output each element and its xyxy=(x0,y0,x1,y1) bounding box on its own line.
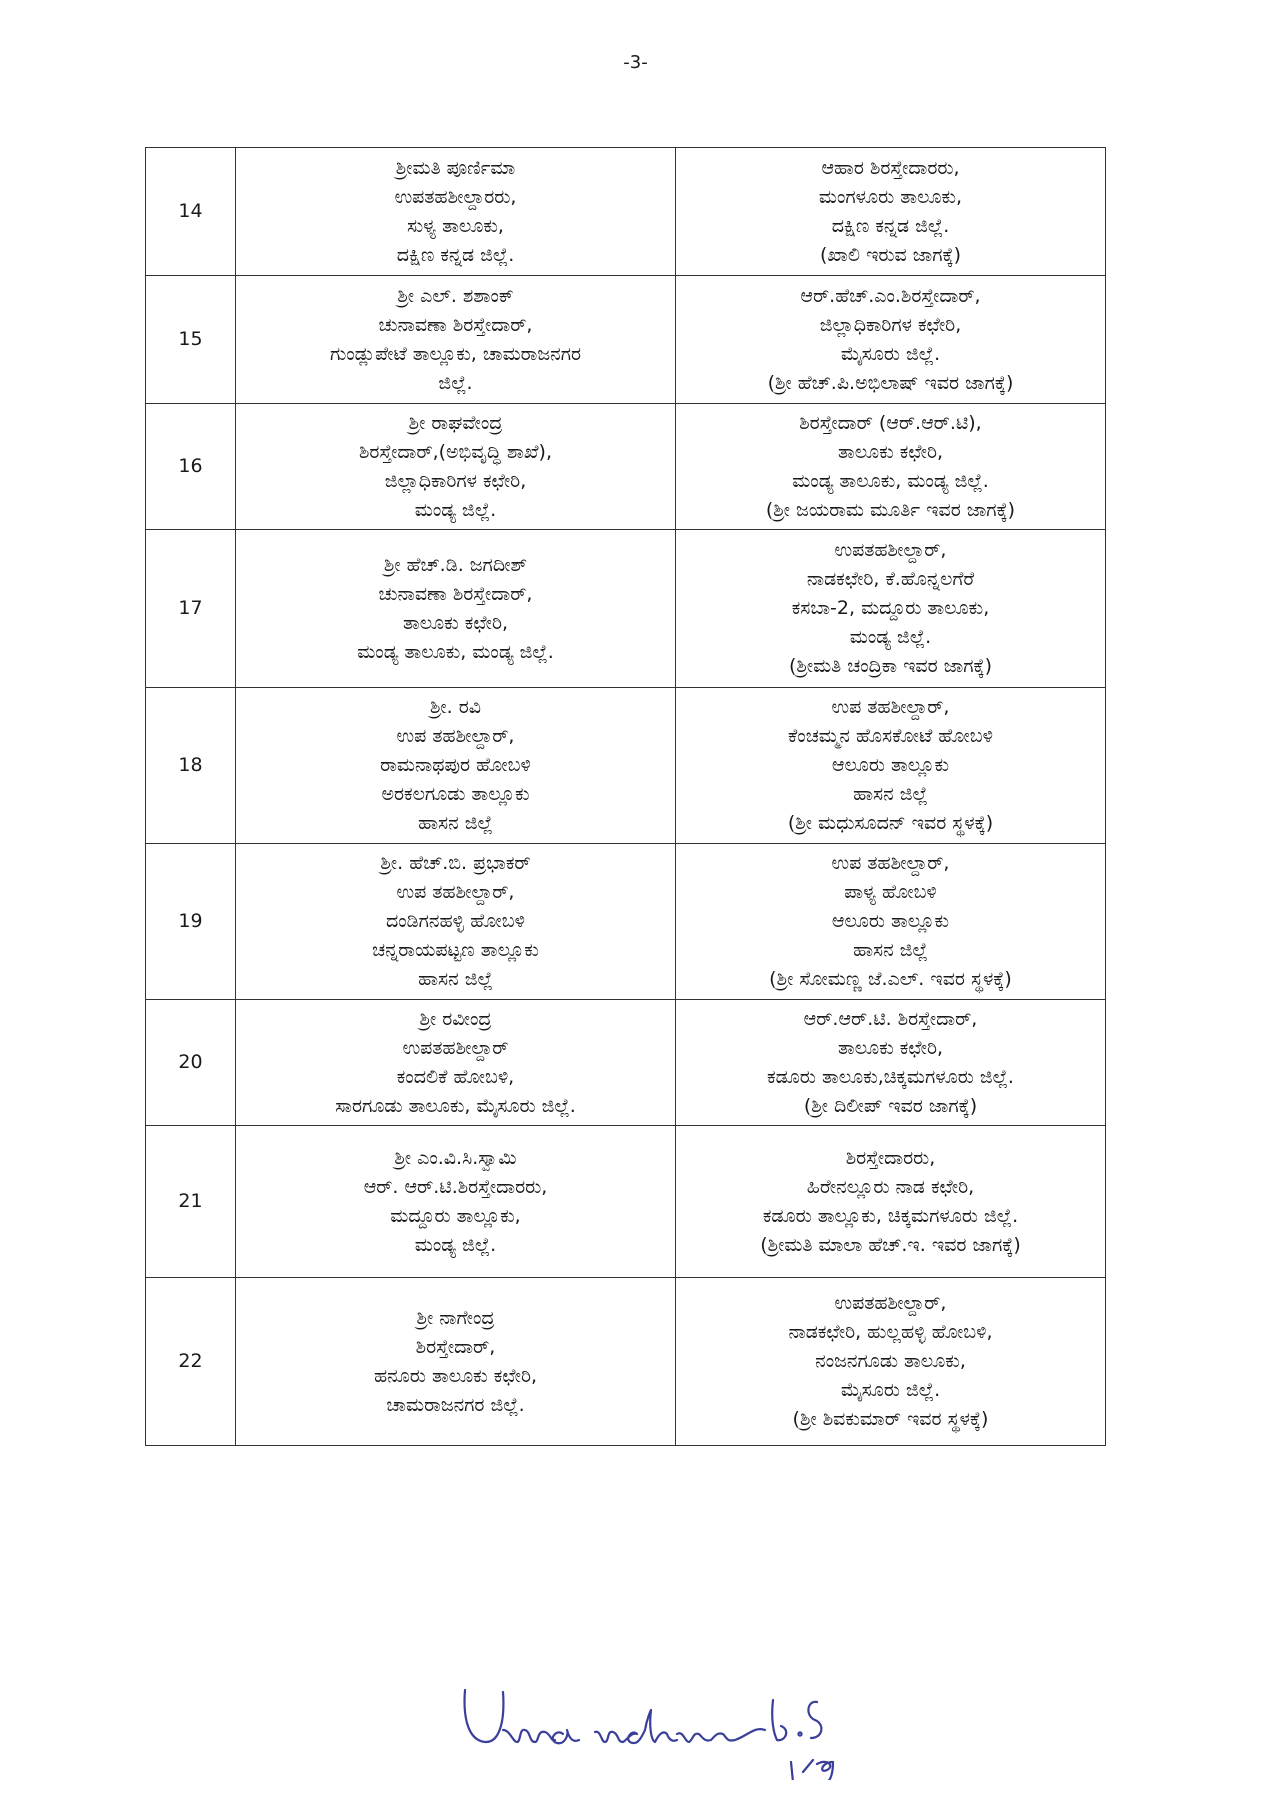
new-posting-cell xyxy=(676,530,1106,688)
new-posting-line: ತಾಲೂಕು ಕಛೇರಿ, xyxy=(837,440,944,463)
table-row xyxy=(146,148,1106,276)
table-row xyxy=(146,404,1106,530)
current-posting-cell xyxy=(236,148,676,276)
serial-number-cell: 18 xyxy=(146,688,236,844)
current-posting-line: ಮಂಡ್ಯ ಜಿಲ್ಲೆ. xyxy=(414,1233,497,1256)
current-posting-line: ದಂಡಿಗನಹಳ್ಳಿ ಹೋಬಳಿ xyxy=(385,910,525,932)
new-posting-line: ಶಿರಸ್ತೇದಾರ್ (ಆರ್.ಆರ್.ಟಿ), xyxy=(799,411,982,434)
current-posting-line: ಚನ್ನರಾಯಪಟ್ಟಣ ತಾಲ್ಲೂಕು xyxy=(372,939,539,961)
current-posting-cell xyxy=(236,1126,676,1278)
current-posting-line: ಮಂಡ್ಯ ಜಿಲ್ಲೆ. xyxy=(414,498,497,521)
new-posting-line: ಆರ್.ಆರ್.ಟಿ. ಶಿರಸ್ತೇದಾರ್, xyxy=(803,1007,978,1030)
current-posting-cell xyxy=(236,688,676,844)
new-posting-line: ಮಂಗಳೂರು ತಾಲೂಕು, xyxy=(818,185,963,208)
new-posting-line: ಆಹಾರ ಶಿರಸ್ತೇದಾರರು, xyxy=(821,156,960,179)
new-posting-line: ನಂಜನಗೂಡು ತಾಲೂಕು, xyxy=(815,1350,966,1372)
current-posting-line: ಕಂದಲಿಕೆ ಹೋಬಳಿ, xyxy=(396,1065,515,1088)
current-posting-line: ಜಿಲ್ಲಾಧಿಕಾರಿಗಳ ಕಛೇರಿ, xyxy=(384,469,527,492)
new-posting-line: ದಕ್ಷಿಣ ಕನ್ನಡ ಜಿಲ್ಲೆ. xyxy=(831,214,950,237)
new-posting-line: ನಾಡಕಛೇರಿ, ಕೆ.ಹೊನ್ನಲಗೆರೆ xyxy=(806,568,975,590)
serial-number-cell: 21 xyxy=(146,1126,236,1278)
new-posting-line: ಉಪ ತಹಶೀಲ್ದಾರ್, xyxy=(831,696,950,718)
current-posting-line: ಚುನಾವಣಾ ಶಿರಸ್ತೇದಾರ್, xyxy=(378,582,533,605)
new-posting-line: ಆರ್.ಹೆಚ್.ಎಂ.ಶಿರಸ್ತೇದಾರ್, xyxy=(800,284,981,307)
current-posting-line: ಶಿರಸ್ತೇದಾರ್, xyxy=(415,1335,496,1358)
new-posting-cell xyxy=(676,844,1106,1000)
new-posting-line: (ಶ್ರೀ ಸೋಮಣ್ಣ ಜೆ.ಎಲ್. ಇವರ ಸ್ಥಳಕ್ಕೆ) xyxy=(769,968,1012,990)
serial-number-cell: 22 xyxy=(146,1278,236,1446)
new-posting-line: ಕಡೂರು ತಾಲ್ಲೂಕು, ಚಿಕ್ಕಮಗಳೂರು ಜಿಲ್ಲೆ. xyxy=(762,1204,1019,1227)
new-posting-line: ಆಲೂರು ತಾಲ್ಲೂಕು xyxy=(831,754,950,776)
current-posting-line: ಸಾರಗೂಡು ತಾಲೂಕು, ಮೈಸೂರು ಜಿಲ್ಲೆ. xyxy=(335,1094,576,1117)
new-posting-cell xyxy=(676,1000,1106,1126)
new-posting-line: (ಶ್ರೀ ಜಯರಾಮ ಮೂರ್ತಿ ಇವರ ಜಾಗಕ್ಕೆ) xyxy=(765,498,1016,521)
new-posting-line: (ಶ್ರೀಮತಿ ಮಾಲಾ ಹೆಚ್.ಇ. ಇವರ ಜಾಗಕ್ಕೆ) xyxy=(760,1233,1021,1256)
current-posting-line: ಗುಂಡ್ಲುಪೇಟೆ ತಾಲ್ಲೂಕು, ಚಾಮರಾಜನಗರ xyxy=(329,342,582,365)
serial-number-cell: 14 xyxy=(146,148,236,276)
new-posting-line: ಕಸಬಾ-2, ಮದ್ದೂರು ತಾಲೂಕು, xyxy=(791,597,990,619)
table-row xyxy=(146,688,1106,844)
current-posting-line: ಸುಳ್ಯ ತಾಲೂಕು, xyxy=(407,214,504,237)
new-posting-line: ಹಾಸನ ಜಿಲ್ಲೆ xyxy=(853,783,928,805)
current-posting-line: ಉಪತಹಶೀಲ್ದಾರರು, xyxy=(394,185,517,208)
new-posting-line: ಕಡೂರು ತಾಲೂಕು,ಚಿಕ್ಕಮಗಳೂರು ಜಿಲ್ಲೆ. xyxy=(767,1065,1014,1088)
current-posting-cell xyxy=(236,1000,676,1126)
current-posting-line: ರಾಮನಾಥಪುರ ಹೋಬಳಿ xyxy=(380,754,531,776)
new-posting-cell xyxy=(676,276,1106,404)
current-posting-line: ಉಪತಹಶೀಲ್ದಾರ್ xyxy=(402,1036,509,1059)
current-posting-line: ಚುನಾವಣಾ ಶಿರಸ್ತೇದಾರ್, xyxy=(378,313,533,336)
new-posting-line: ತಾಲೂಕು ಕಛೇರಿ, xyxy=(837,1036,944,1059)
new-posting-line: ಉಪತಹಶೀಲ್ದಾರ್, xyxy=(834,539,947,561)
table-row xyxy=(146,1000,1106,1126)
table-row xyxy=(146,1126,1106,1278)
current-posting-cell xyxy=(236,1278,676,1446)
new-posting-cell xyxy=(676,1126,1106,1278)
serial-number-cell: 19 xyxy=(146,844,236,1000)
new-posting-cell xyxy=(676,148,1106,276)
current-posting-cell xyxy=(236,844,676,1000)
new-posting-line: ಪಾಳ್ಯ ಹೋಬಳಿ xyxy=(844,881,937,903)
current-posting-line: ಶ್ರೀ ರವೀಂದ್ರ xyxy=(419,1007,492,1030)
current-posting-line: ಶ್ರೀ ನಾಗೇಂದ್ರ xyxy=(416,1306,495,1329)
new-posting-line: (ಶ್ರೀ ಮಧುಸೂದನ್ ಇವರ ಸ್ಥಳಕ್ಕೆ) xyxy=(787,812,994,834)
serial-number-cell: 15 xyxy=(146,276,236,404)
table-row xyxy=(146,530,1106,688)
new-posting-cell xyxy=(676,404,1106,530)
current-posting-line: ಆರ್. ಆರ್.ಟಿ.ಶಿರಸ್ತೇದಾರರು, xyxy=(363,1175,548,1198)
current-posting-cell xyxy=(236,276,676,404)
current-posting-line: ಜಿಲ್ಲೆ. xyxy=(438,371,473,394)
current-posting-line: ಶ್ರೀ ಹೆಚ್.ಡಿ. ಜಗದೀಶ್ xyxy=(383,553,528,576)
current-posting-line: ಮಂಡ್ಯ ತಾಲೂಕು, ಮಂಡ್ಯ ಜಿಲ್ಲೆ. xyxy=(357,640,554,663)
table-row xyxy=(146,844,1106,1000)
current-posting-cell xyxy=(236,404,676,530)
new-posting-line: ಉಪತಹಶೀಲ್ದಾರ್, xyxy=(834,1292,947,1314)
serial-number-cell: 17 xyxy=(146,530,236,688)
new-posting-line: ಮೈಸೂರು ಜಿಲ್ಲೆ. xyxy=(840,1379,941,1401)
current-posting-line: ಶ್ರೀ ಎಲ್. ಶಶಾಂಕ್ xyxy=(397,284,514,307)
new-posting-line: ಹಾಸನ ಜಿಲ್ಲೆ xyxy=(853,939,928,961)
serial-number-cell: 16 xyxy=(146,404,236,530)
current-posting-line: ಶ್ರೀ. ಹೆಚ್.ಬಿ. ಪ್ರಭಾಕರ್ xyxy=(380,852,531,874)
current-posting-line: ಹಾಸನ ಜಿಲ್ಲೆ xyxy=(418,968,493,990)
signature-image xyxy=(455,1670,875,1780)
current-posting-line: ಶ್ರೀ ರಾಘವೇಂದ್ರ xyxy=(408,411,503,434)
new-posting-line: ಜಿಲ್ಲಾಧಿಕಾರಿಗಳ ಕಛೇರಿ, xyxy=(819,313,962,336)
new-posting-line: ನಾಡಕಛೇರಿ, ಹುಲ್ಲಹಳ್ಳಿ ಹೋಬಳಿ, xyxy=(788,1321,993,1343)
table-row xyxy=(146,1278,1106,1446)
current-posting-line: ಹನೂರು ತಾಲೂಕು ಕಛೇರಿ, xyxy=(373,1364,538,1387)
table-row xyxy=(146,276,1106,404)
new-posting-line: ಮಂಡ್ಯ ಜಿಲ್ಲೆ. xyxy=(849,626,932,648)
new-posting-line: (ಶ್ರೀ ಹೆಚ್.ಪಿ.ಅಭಿಲಾಷ್ ಇವರ ಜಾಗಕ್ಕೆ) xyxy=(767,371,1014,394)
current-posting-line: ಉಪ ತಹಶೀಲ್ದಾರ್, xyxy=(396,725,515,747)
new-posting-line: ಉಪ ತಹಶೀಲ್ದಾರ್, xyxy=(831,852,950,874)
new-posting-line: ಶಿರಸ್ತೇದಾರರು, xyxy=(845,1146,936,1169)
serial-number-cell: 20 xyxy=(146,1000,236,1126)
handwritten-signature xyxy=(455,1670,875,1784)
transfer-table xyxy=(145,147,1106,1446)
current-posting-line: ಉಪ ತಹಶೀಲ್ದಾರ್, xyxy=(396,881,515,903)
current-posting-line: ಶ್ರೀ ಎಂ.ವಿ.ಸಿ.ಸ್ವಾಮಿ xyxy=(394,1146,517,1169)
new-posting-cell xyxy=(676,688,1106,844)
current-posting-line: ಶ್ರೀಮತಿ ಪೂರ್ಣಿಮಾ xyxy=(395,156,516,179)
new-posting-line: (ಶ್ರೀ ಶಿವಕುಮಾರ್ ಇವರ ಸ್ಥಳಕ್ಕೆ) xyxy=(792,1408,989,1430)
new-posting-line: (ಶ್ರೀಮತಿ ಚಂದ್ರಿಕಾ ಇವರ ಜಾಗಕ್ಕೆ) xyxy=(788,655,993,677)
new-posting-line: ಮೈಸೂರು ಜಿಲ್ಲೆ. xyxy=(840,342,941,365)
current-posting-line: ತಾಲೂಕು ಕಛೇರಿ, xyxy=(402,611,509,634)
new-posting-line: ಕೆಂಚಮ್ಮನ ಹೊಸಕೋಟೆ ಹೋಬಳಿ xyxy=(788,725,993,747)
page-number: -3- xyxy=(623,52,648,73)
new-posting-line: ಹಿರೇನಲ್ಲೂರು ನಾಡ ಕಛೇರಿ, xyxy=(806,1175,975,1198)
new-posting-line: ಆಲೂರು ತಾಲ್ಲೂಕು xyxy=(831,910,950,932)
transfer-table-body xyxy=(146,148,1106,1446)
current-posting-line: ಶಿರಸ್ತೇದಾರ್,(ಅಭಿವೃದ್ಧಿ ಶಾಖೆ), xyxy=(359,440,552,463)
current-posting-line: ಅರಕಲಗೂಡು ತಾಲ್ಲೂಕು xyxy=(381,783,530,805)
current-posting-line: ಶ್ರೀ. ರವಿ xyxy=(429,696,482,718)
new-posting-line: (ಖಾಲಿ ಇರುವ ಜಾಗಕ್ಕೆ) xyxy=(819,243,962,266)
new-posting-line: ಮಂಡ್ಯ ತಾಲೂಕು, ಮಂಡ್ಯ ಜಿಲ್ಲೆ. xyxy=(792,469,989,492)
new-posting-line: (ಶ್ರೀ ದಿಲೀಪ್ ಇವರ ಜಾಗಕ್ಕೆ) xyxy=(803,1094,978,1117)
current-posting-line: ದಕ್ಷಿಣ ಕನ್ನಡ ಜಿಲ್ಲೆ. xyxy=(396,243,515,266)
current-posting-line: ಚಾಮರಾಜನಗರ ಜಿಲ್ಲೆ. xyxy=(386,1393,525,1416)
new-posting-cell xyxy=(676,1278,1106,1446)
current-posting-line: ಮದ್ದೂರು ತಾಲ್ಲೂಕು, xyxy=(390,1204,521,1227)
current-posting-cell xyxy=(236,530,676,688)
current-posting-line: ಹಾಸನ ಜಿಲ್ಲೆ xyxy=(418,812,493,834)
